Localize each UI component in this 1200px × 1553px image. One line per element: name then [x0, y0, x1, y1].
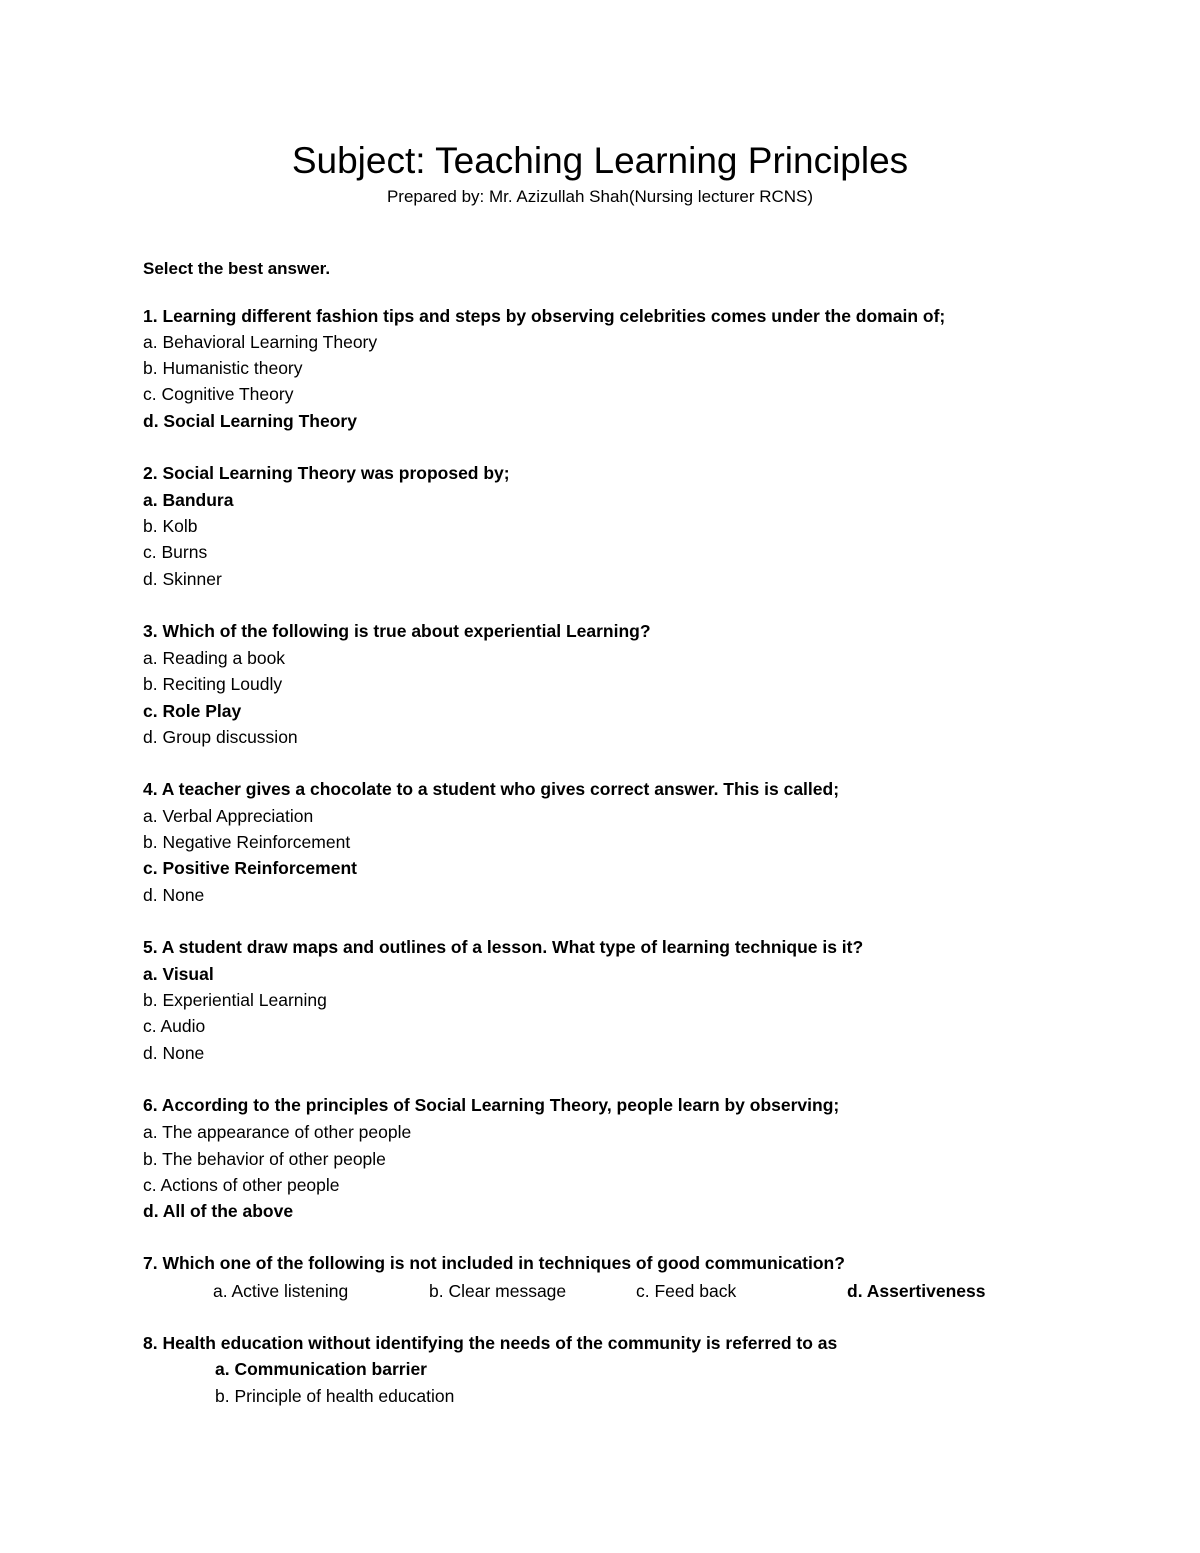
question-6: 6. According to the principles of Social Learning Theory, people learn by observing; — [143, 1095, 840, 1115]
question-4-option-d: d. None — [143, 885, 205, 905]
question-8: 8. Health education without identifying the needs of the community is referred to as — [143, 1333, 838, 1353]
question-5-option-a: a. Visual — [143, 964, 214, 984]
question-3-option-b: b. Reciting Loudly — [143, 674, 283, 694]
question-1-option-b: b. Humanistic theory — [143, 358, 303, 378]
document-title: Subject: Teaching Learning Principles — [291, 140, 909, 181]
question-2-option-d: d. Skinner — [143, 569, 222, 589]
question-2-option-b: b. Kolb — [143, 516, 198, 536]
question-6-option-c: c. Actions of other people — [143, 1175, 340, 1195]
question-4-option-a: a. Verbal Appreciation — [143, 806, 314, 826]
question-7-option-b: b. Clear message — [429, 1281, 567, 1301]
question-2-option-a: a. Bandura — [143, 490, 234, 510]
question-7: 7. Which one of the following is not included in techniques of good communication? — [143, 1253, 845, 1273]
document-author: Prepared by: Mr. Azizullah Shah(Nursing lecturer RCNS) — [386, 187, 814, 206]
question-6-option-d: d. All of the above — [143, 1201, 294, 1221]
question-7-option-d: d. Assertiveness — [847, 1281, 986, 1301]
question-6-option-b: b. The behavior of other people — [143, 1149, 386, 1169]
question-3-option-a: a. Reading a book — [143, 648, 286, 668]
question-5-option-c: c. Audio — [143, 1016, 206, 1036]
question-3-option-d: d. Group discussion — [143, 727, 298, 747]
question-7-option-c: c. Feed back — [636, 1281, 737, 1301]
question-1-option-a: a. Behavioral Learning Theory — [143, 332, 378, 352]
question-1-option-c: c. Cognitive Theory — [143, 384, 294, 404]
question-1-option-d: d. Social Learning Theory — [143, 411, 357, 431]
question-6-option-a: a. The appearance of other people — [143, 1122, 412, 1142]
question-4: 4. A teacher gives a chocolate to a student who gives correct answer. This is called; — [143, 779, 840, 799]
question-7-option-a: a. Active listening — [213, 1281, 349, 1301]
question-8-option-b: b. Principle of health education — [215, 1386, 455, 1406]
question-8-option-a: a. Communication barrier — [215, 1359, 427, 1379]
instruction-text: Select the best answer. — [143, 259, 331, 278]
question-2-option-c: c. Burns — [143, 542, 208, 562]
question-5-option-d: d. None — [143, 1043, 205, 1063]
question-2: 2. Social Learning Theory was proposed by; — [143, 463, 510, 483]
question-1: 1. Learning different fashion tips and steps by observing celebrities comes under the domain of; — [143, 306, 946, 326]
question-3-option-c: c. Role Play — [143, 701, 242, 721]
question-5-option-b: b. Experiential Learning — [143, 990, 327, 1010]
question-3: 3. Which of the following is true about experiential Learning? — [143, 621, 651, 641]
question-4-option-c: c. Positive Reinforcement — [143, 858, 357, 878]
question-4-option-b: b. Negative Reinforcement — [143, 832, 351, 852]
question-5: 5. A student draw maps and outlines of a lesson. What type of learning technique is it? — [143, 937, 864, 957]
